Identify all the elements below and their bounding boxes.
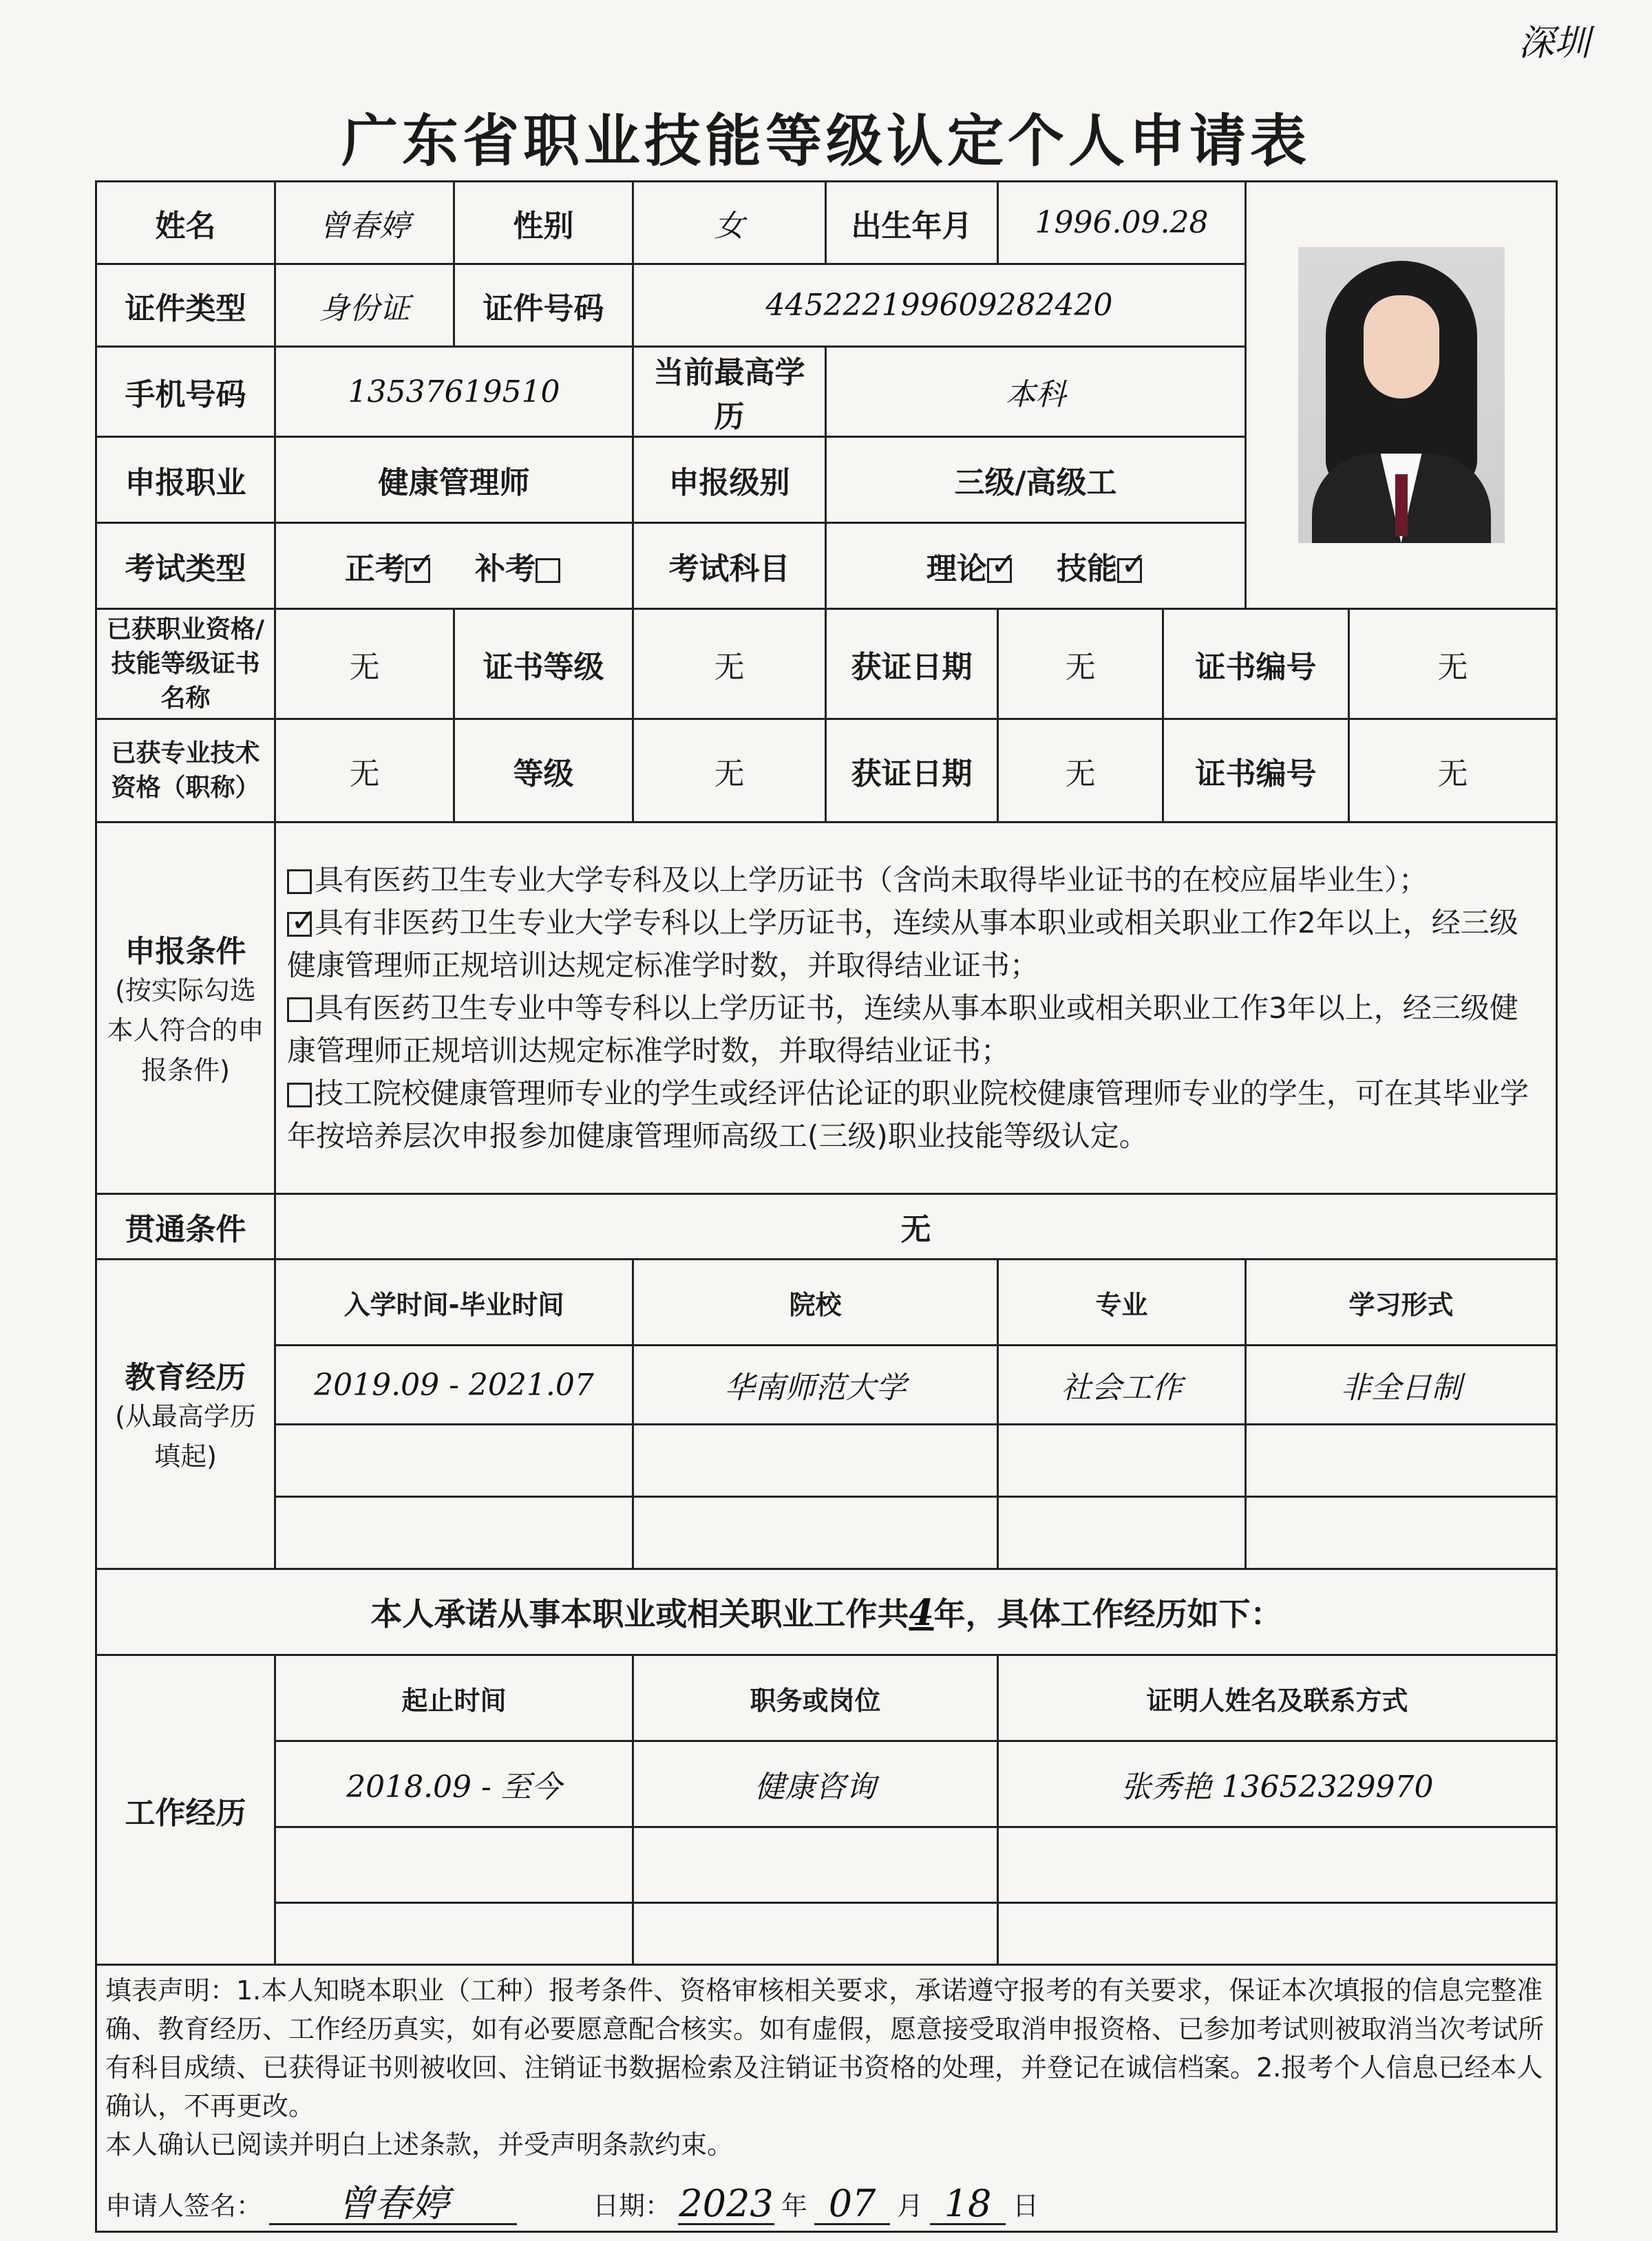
label-title-no: 证书编号 xyxy=(1163,719,1349,822)
table-row xyxy=(96,1346,1557,1425)
work-empty-cell[interactable] xyxy=(275,1827,633,1903)
education-label-cell xyxy=(96,1260,275,1569)
label-through: 贯通条件 xyxy=(96,1194,275,1260)
value-occupation[interactable]: 健康管理师 xyxy=(275,437,633,523)
condition-checkbox-2[interactable] xyxy=(287,912,312,937)
work-period[interactable]: 2018.09 - 至今 xyxy=(275,1741,633,1827)
edu-empty-cell[interactable] xyxy=(275,1497,633,1569)
condition-text-1: 具有医药卫生专业大学专科及以上学历证书（含尚未取得毕业证书的在校应届毕业生）； xyxy=(315,862,1428,897)
checkbox-regular[interactable] xyxy=(405,558,430,583)
condition-checkbox-1[interactable] xyxy=(287,869,312,894)
label-birth: 出生年月 xyxy=(826,182,998,264)
value-phone[interactable]: 13537619510 xyxy=(275,347,633,437)
work-header-position: 职务或岗位 xyxy=(633,1655,998,1741)
edu-empty-cell[interactable] xyxy=(998,1497,1246,1569)
label-education-history: 教育经历 xyxy=(125,1359,246,1395)
application-form-table xyxy=(95,180,1558,2233)
table-row xyxy=(96,1827,1557,1903)
date-day[interactable]: 18 xyxy=(930,2185,1006,2225)
work-empty-cell[interactable] xyxy=(998,1827,1557,1903)
value-title-name[interactable]: 无 xyxy=(275,719,454,822)
work-empty-cell[interactable] xyxy=(633,1827,998,1903)
label-cert-no: 证书编号 xyxy=(1163,609,1349,719)
value-level[interactable]: 三级/高级工 xyxy=(826,437,1246,523)
declaration-text: 填表声明：1.本人知晓本职业（工种）报考条件、资格审核相关要求，承诺遵守报考的有关要求，保证本次填报的信息完整准确、教育经历、工作经历真实，如有必要愿意配合核实。如有虚假，愿意接受取消申报资格、已参加考试则被取消当次考试所有科目成绩、已获得证书则被收回、注销证书数据检索及注销证书资格的处理，并登记在诚信档案。2.报考个人信息已经本人确认，不再更改。 xyxy=(105,1975,1545,2121)
condition-text-2: 具有非医药卫生专业大学专科以上学历证书，连续从事本职业或相关职业工作2年以上，经三级健康管理师正规培训达规定标准学时数，并取得结业证书； xyxy=(287,905,1518,982)
edu-form[interactable]: 非全日制 xyxy=(1246,1346,1557,1425)
label-occupation: 申报职业 xyxy=(96,437,275,523)
table-row xyxy=(96,1741,1557,1827)
condition-checkbox-3[interactable] xyxy=(287,997,312,1022)
work-header-reference: 证明人姓名及联系方式 xyxy=(998,1655,1557,1741)
declaration-confirm: 本人确认已阅读并明白上述条款，并受声明条款约束。 xyxy=(105,2130,734,2160)
value-cert-level[interactable]: 无 xyxy=(633,609,826,719)
declaration-cell xyxy=(96,1965,1557,2232)
form-title: 广东省职业技能等级认定个人申请表 xyxy=(341,109,1311,174)
work-empty-cell[interactable] xyxy=(633,1903,998,1965)
conditions-label-cell xyxy=(96,822,275,1194)
date-month-unit: 月 xyxy=(897,2191,924,2221)
checkbox-makeup[interactable] xyxy=(536,558,560,583)
date-label: 日期： xyxy=(593,2191,672,2221)
work-header-period: 起止时间 xyxy=(275,1655,633,1741)
edu-major[interactable]: 社会工作 xyxy=(998,1346,1246,1425)
table-row xyxy=(96,1425,1557,1497)
label-obtained-title: 已获专业技术资格（职称） xyxy=(96,719,275,822)
value-id-number[interactable]: 445222199609282420 xyxy=(633,264,1246,347)
value-title-no[interactable]: 无 xyxy=(1349,719,1557,822)
applicant-photo xyxy=(1298,247,1505,543)
label-exam-subject: 考试科目 xyxy=(633,523,826,609)
signature-line xyxy=(105,2182,1547,2225)
work-position[interactable]: 健康咨询 xyxy=(633,1741,998,1827)
edu-header-major: 专业 xyxy=(998,1260,1246,1346)
education-note: (从最高学历填起) xyxy=(115,1401,256,1472)
label-title-level: 等级 xyxy=(454,719,633,822)
corner-handwritten-note: 深圳 xyxy=(1518,23,1590,64)
label-name: 姓名 xyxy=(96,182,275,264)
condition-item xyxy=(287,987,1545,1072)
label-gender: 性别 xyxy=(454,182,633,264)
condition-item xyxy=(287,1072,1545,1158)
pledge-years[interactable]: 4 xyxy=(909,1592,934,1634)
edu-header-form: 学习形式 xyxy=(1246,1260,1557,1346)
value-birth[interactable]: 1996.09.28 xyxy=(998,182,1246,264)
condition-item xyxy=(287,859,1545,902)
exam-type-options xyxy=(275,523,633,609)
value-id-type[interactable]: 身份证 xyxy=(275,264,454,347)
value-title-date[interactable]: 无 xyxy=(998,719,1163,822)
edu-empty-cell[interactable] xyxy=(275,1425,633,1497)
value-cert-name[interactable]: 无 xyxy=(275,609,454,719)
work-reference[interactable]: 张秀艳 13652329970 xyxy=(998,1741,1557,1827)
label-phone: 手机号码 xyxy=(96,347,275,437)
edu-school[interactable]: 华南师范大学 xyxy=(633,1346,998,1425)
work-empty-cell[interactable] xyxy=(275,1903,633,1965)
work-empty-cell[interactable] xyxy=(998,1903,1557,1965)
value-cert-no[interactable]: 无 xyxy=(1349,609,1557,719)
pledge-prefix: 本人承诺从事本职业或相关职业工作共 xyxy=(370,1595,909,1633)
label-id-number: 证件号码 xyxy=(454,264,633,347)
date-day-unit: 日 xyxy=(1013,2191,1039,2221)
value-education[interactable]: 本科 xyxy=(826,347,1246,437)
checkbox-theory[interactable] xyxy=(987,558,1012,583)
edu-period[interactable]: 2019.09 - 2021.07 xyxy=(275,1346,633,1425)
signature-label: 申请人签名： xyxy=(105,2191,263,2221)
date-month[interactable]: 07 xyxy=(814,2185,890,2225)
conditions-list xyxy=(275,822,1557,1194)
edu-empty-cell[interactable] xyxy=(1246,1497,1557,1569)
value-cert-date[interactable]: 无 xyxy=(998,609,1163,719)
signature-name[interactable]: 曾春婷 xyxy=(269,2185,517,2225)
edu-header-school: 院校 xyxy=(633,1260,998,1346)
value-gender[interactable]: 女 xyxy=(633,182,826,264)
edu-empty-cell[interactable] xyxy=(1246,1425,1557,1497)
conditions-note: (按实际勾选本人符合的申报条件) xyxy=(107,975,264,1085)
condition-text-4: 技工院校健康管理师专业的学生或经评估论证的职业院校健康管理师专业的学生，可在其毕业学年按培养层次申报参加健康管理师高级工(三级)职业技能等级认定。 xyxy=(287,1076,1529,1153)
checkbox-skill[interactable] xyxy=(1117,558,1142,583)
label-work-history: 工作经历 xyxy=(96,1655,275,1965)
table-row xyxy=(96,1497,1557,1569)
edu-empty-cell[interactable] xyxy=(998,1425,1246,1497)
edu-empty-cell[interactable] xyxy=(633,1497,998,1569)
date-year[interactable]: 2023 xyxy=(679,2182,774,2225)
table-row xyxy=(96,1903,1557,1965)
edu-header-period: 入学时间-毕业时间 xyxy=(275,1260,633,1346)
label-cert-level: 证书等级 xyxy=(454,609,633,719)
option-regular-label: 正考 xyxy=(344,551,405,586)
value-title-level[interactable]: 无 xyxy=(633,719,826,822)
label-education: 当前最高学历 xyxy=(633,347,826,437)
exam-subject-options xyxy=(826,523,1246,609)
option-theory-label: 理论 xyxy=(926,551,987,586)
condition-checkbox-4[interactable] xyxy=(287,1083,312,1107)
value-name[interactable]: 曾春婷 xyxy=(275,182,454,264)
work-pledge xyxy=(96,1569,1557,1655)
label-obtained-cert: 已获职业资格/技能等级证书名称 xyxy=(96,609,275,719)
pledge-suffix: 年，具体工作经历如下： xyxy=(933,1595,1282,1633)
option-makeup-label: 补考 xyxy=(475,551,536,586)
label-cert-date: 获证日期 xyxy=(826,609,998,719)
label-title-date: 获证日期 xyxy=(826,719,998,822)
value-through[interactable]: 无 xyxy=(275,1194,1557,1260)
label-exam-type: 考试类型 xyxy=(96,523,275,609)
option-skill-label: 技能 xyxy=(1057,551,1118,586)
condition-item xyxy=(287,902,1545,987)
date-year-unit: 年 xyxy=(781,2191,808,2221)
label-level: 申报级别 xyxy=(633,437,826,523)
condition-text-3: 具有医药卫生专业中等专科以上学历证书，连续从事本职业或相关职业工作3年以上，经三级健康管理师正规培训达规定标准学时数，并取得结业证书； xyxy=(287,990,1518,1068)
label-conditions: 申报条件 xyxy=(125,933,246,969)
label-id-type: 证件类型 xyxy=(96,264,275,347)
photo-cell xyxy=(1246,182,1557,609)
edu-empty-cell[interactable] xyxy=(633,1425,998,1497)
